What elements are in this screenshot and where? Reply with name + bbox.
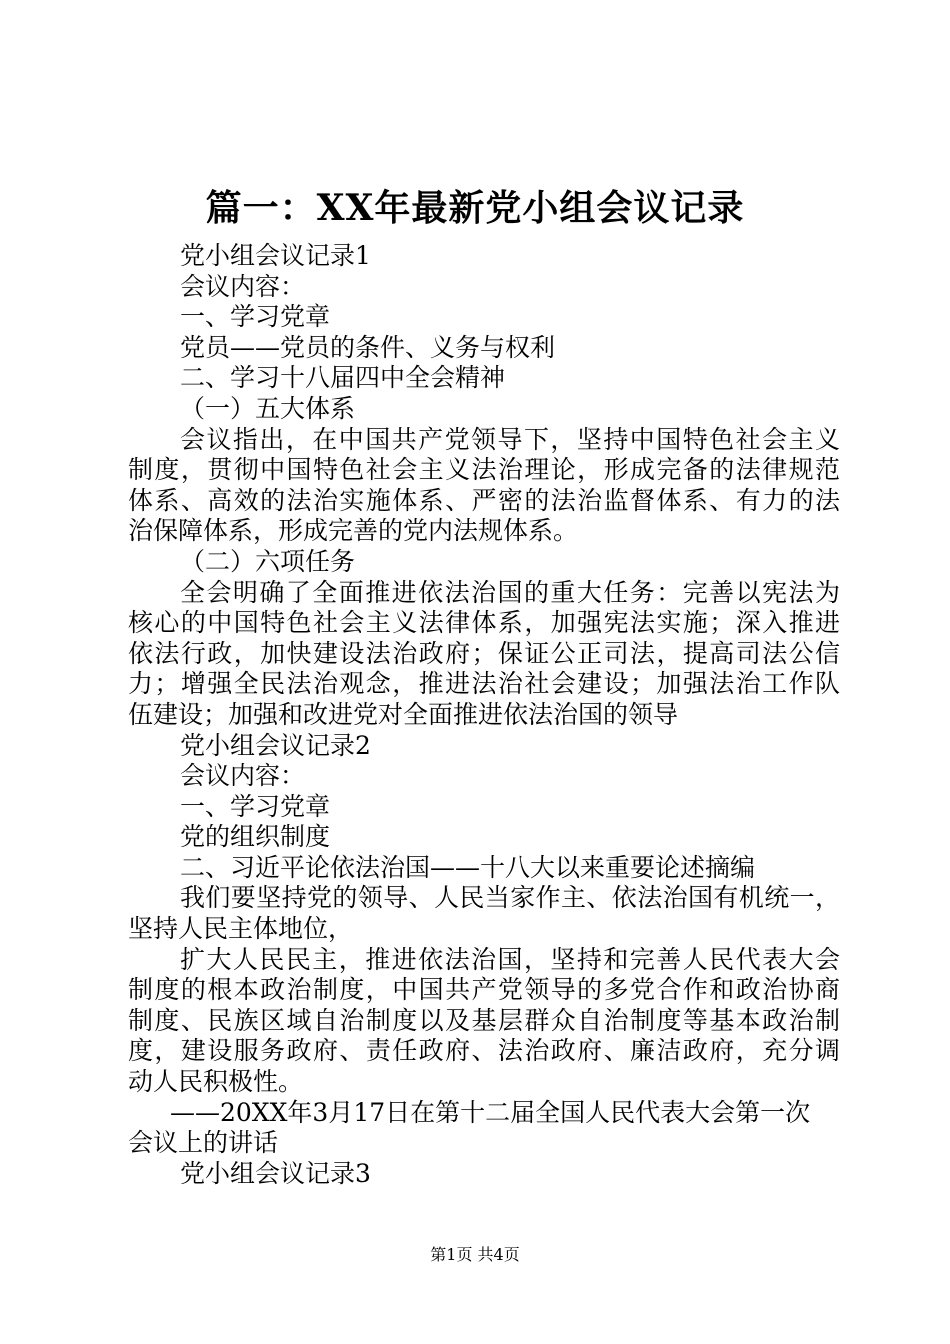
paragraph-line: 力；增强全民法治观念，推进法治社会建设；加强法治工作队	[128, 669, 840, 699]
quote-source-line: ——20XX年3月17日在第十二届全国人民代表大会第一次	[170, 1097, 811, 1127]
text-line: 一、学习党章	[180, 791, 331, 821]
paragraph-line: 制度、民族区域自治制度以及基层群众自治制度等基本政治制	[128, 1005, 840, 1035]
text-line: 党的组织制度	[180, 822, 331, 852]
document-title: 篇一：XX年最新党小组会议记录	[205, 187, 745, 229]
paragraph-line: 依法行政，加快建设法治政府；保证公正司法，提高司法公信	[128, 638, 840, 668]
quote-source-line: 会议上的讲话	[128, 1128, 279, 1158]
paragraph-line: 我们要坚持党的领导、人民当家作主、依法治国有机统一，	[180, 883, 840, 913]
paragraph-line: 会议指出，在中国共产党领导下，坚持中国特色社会主义	[180, 424, 840, 454]
text-line: 党员——党员的条件、义务与权利	[180, 332, 556, 362]
paragraph-line: 体系、高效的法治实施体系、严密的法治监督体系、有力的法	[128, 485, 840, 515]
text-line: 二、习近平论依法治国——十八大以来重要论述摘编	[180, 852, 756, 882]
paragraph-line: 坚持人民主体地位，	[128, 914, 354, 944]
text-line: （二）六项任务	[180, 546, 356, 576]
paragraph-line: 治保障体系，形成完善的党内法规体系。	[128, 516, 579, 546]
text-line: 二、学习十八届四中全会精神	[180, 363, 506, 393]
paragraph-line: 制度的根本政治制度，中国共产党领导的多党合作和政治协商	[128, 975, 840, 1005]
paragraph-line: 全会明确了全面推进依法治国的重大任务：完善以宪法为	[180, 577, 840, 607]
page-footer: 第1页 共4页	[430, 1245, 520, 1264]
text-line: 会议内容：	[180, 271, 306, 301]
section-heading-2: 党小组会议记录2	[180, 730, 371, 760]
text-line: 会议内容：	[180, 761, 306, 791]
paragraph-line: 扩大人民民主，推进依法治国，坚持和完善人民代表大会	[180, 944, 840, 974]
paragraph-line: 制度，贯彻中国特色社会主义法治理论，形成完备的法律规范	[128, 455, 840, 485]
document-body	[128, 241, 840, 1189]
paragraph-line: 动人民积极性。	[128, 1067, 304, 1097]
paragraph-line: 度，建设服务政府、责任政府、法治政府、廉洁政府，充分调	[128, 1036, 840, 1066]
section-heading-3: 党小组会议记录3	[180, 1158, 371, 1188]
paragraph-line: 伍建设；加强和改进党对全面推进依法治国的领导	[128, 699, 679, 729]
section-heading-1: 党小组会议记录1	[180, 241, 371, 270]
text-line: （一）五大体系	[180, 393, 356, 423]
text-line: 一、学习党章	[180, 302, 331, 332]
paragraph-line: 核心的中国特色社会主义法律体系，加强宪法实施；深入推进	[128, 608, 840, 638]
